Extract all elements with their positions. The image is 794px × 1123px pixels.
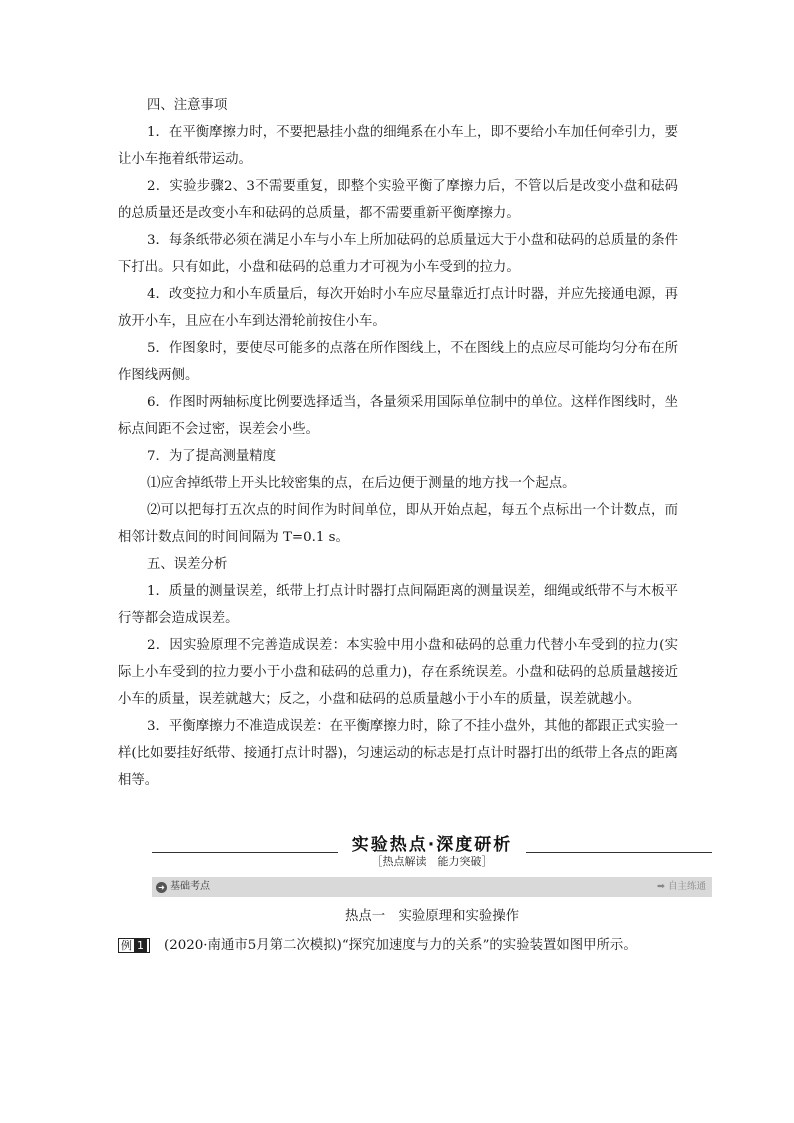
example-number: 1 xyxy=(134,939,147,952)
note-2: 2．实验步骤2、3不需要重复，即整个实验平衡了摩擦力后，不管以后是改变小盘和砝码的总质量还是改变小车和砝码的总质量，都不需要重新平衡摩擦力。 xyxy=(118,179,678,221)
topic-bar-label: 基础考点 xyxy=(170,881,210,892)
error-3: 3．平衡摩擦力不准造成误差：在平衡摩擦力时，除了不挂小盘外，其他的都跟正式实验一样(比如要挂好纸带、接通打点计时器)，匀速运动的标志是打点计时器打出的纸带上各点的距离相等。 xyxy=(118,719,678,788)
example-tag: 例 1 xyxy=(118,938,150,953)
body-text xyxy=(118,92,678,794)
banner-title: 实验热点·深度研析 xyxy=(338,830,526,855)
topic-bar-right-label: ➡ 自主练通 xyxy=(657,881,706,892)
note-7-2: ⑵可以把每打五次点的时间作为时间单位，即从开始点起，每五个点标出一个计数点，而相邻计数点间的时间间隔为 T=0.1 s。 xyxy=(118,503,678,545)
topic-bar xyxy=(152,877,712,897)
error-1: 1．质量的测量误差，纸带上打点计时器打点间隔距离的测量误差，细绳或纸带不与木板平行等都会造成误差。 xyxy=(118,584,678,626)
example-text: (2020·南通市5月第二次模拟)“探究加速度与力的关系”的实验装置如图甲所示。 xyxy=(164,938,637,953)
hot-topic-title: 热点一 实验原理和实验操作 xyxy=(344,909,520,924)
circle-arrow-icon: ➜ xyxy=(156,882,167,893)
section-banner xyxy=(152,826,712,866)
error-2: 2．因实验原理不完善造成误差：本实验中用小盘和砝码的总重力代替小车受到的拉力(实际上小车受到的拉力要小于小盘和砝码的总重力)，存在系统误差。小盘和砝码的总质量越接近小车的质量，误差就越大；反之，小盘和砝码的总质量越小于小车的质量，误差就越小。 xyxy=(118,638,678,707)
note-3: 3．每条纸带必须在满足小车与小车上所加砝码的总质量远大于小盘和砝码的总质量的条件下打出。只有如此，小盘和砝码的总重力才可视为小车受到的拉力。 xyxy=(118,233,678,275)
note-7-1: ⑴应舍掉纸带上开头比较密集的点，在后边便于测量的地方找一个起点。 xyxy=(147,476,576,491)
notes-heading: 四、注意事项 xyxy=(147,98,228,113)
note-7: 7．为了提高测量精度 xyxy=(147,449,277,464)
note-4: 4．改变拉力和小车质量后，每次开始时小车应尽量靠近打点计时器，并应先接通电源，再放开小车，且应在小车到达滑轮前按住小车。 xyxy=(118,287,678,329)
example-paragraph xyxy=(118,932,678,959)
topic-bar-left xyxy=(156,879,218,895)
banner-subtitle: ［热点解读 能力突破］ xyxy=(371,855,493,868)
note-1: 1．在平衡摩擦力时，不要把悬挂小盘的细绳系在小车上，即不要给小车加任何牵引力，要让小车拖着纸带运动。 xyxy=(118,125,678,167)
note-6: 6．作图时两轴标度比例要选择适当，各量须采用国际单位制中的单位。这样作图线时，坐标点间距不会过密，误差会小些。 xyxy=(118,395,678,437)
error-heading: 五、误差分析 xyxy=(147,557,228,572)
note-5: 5．作图象时，要使尽可能多的点落在所作图线上，不在图线上的点应尽可能均匀分布在所作图线两侧。 xyxy=(118,341,678,383)
